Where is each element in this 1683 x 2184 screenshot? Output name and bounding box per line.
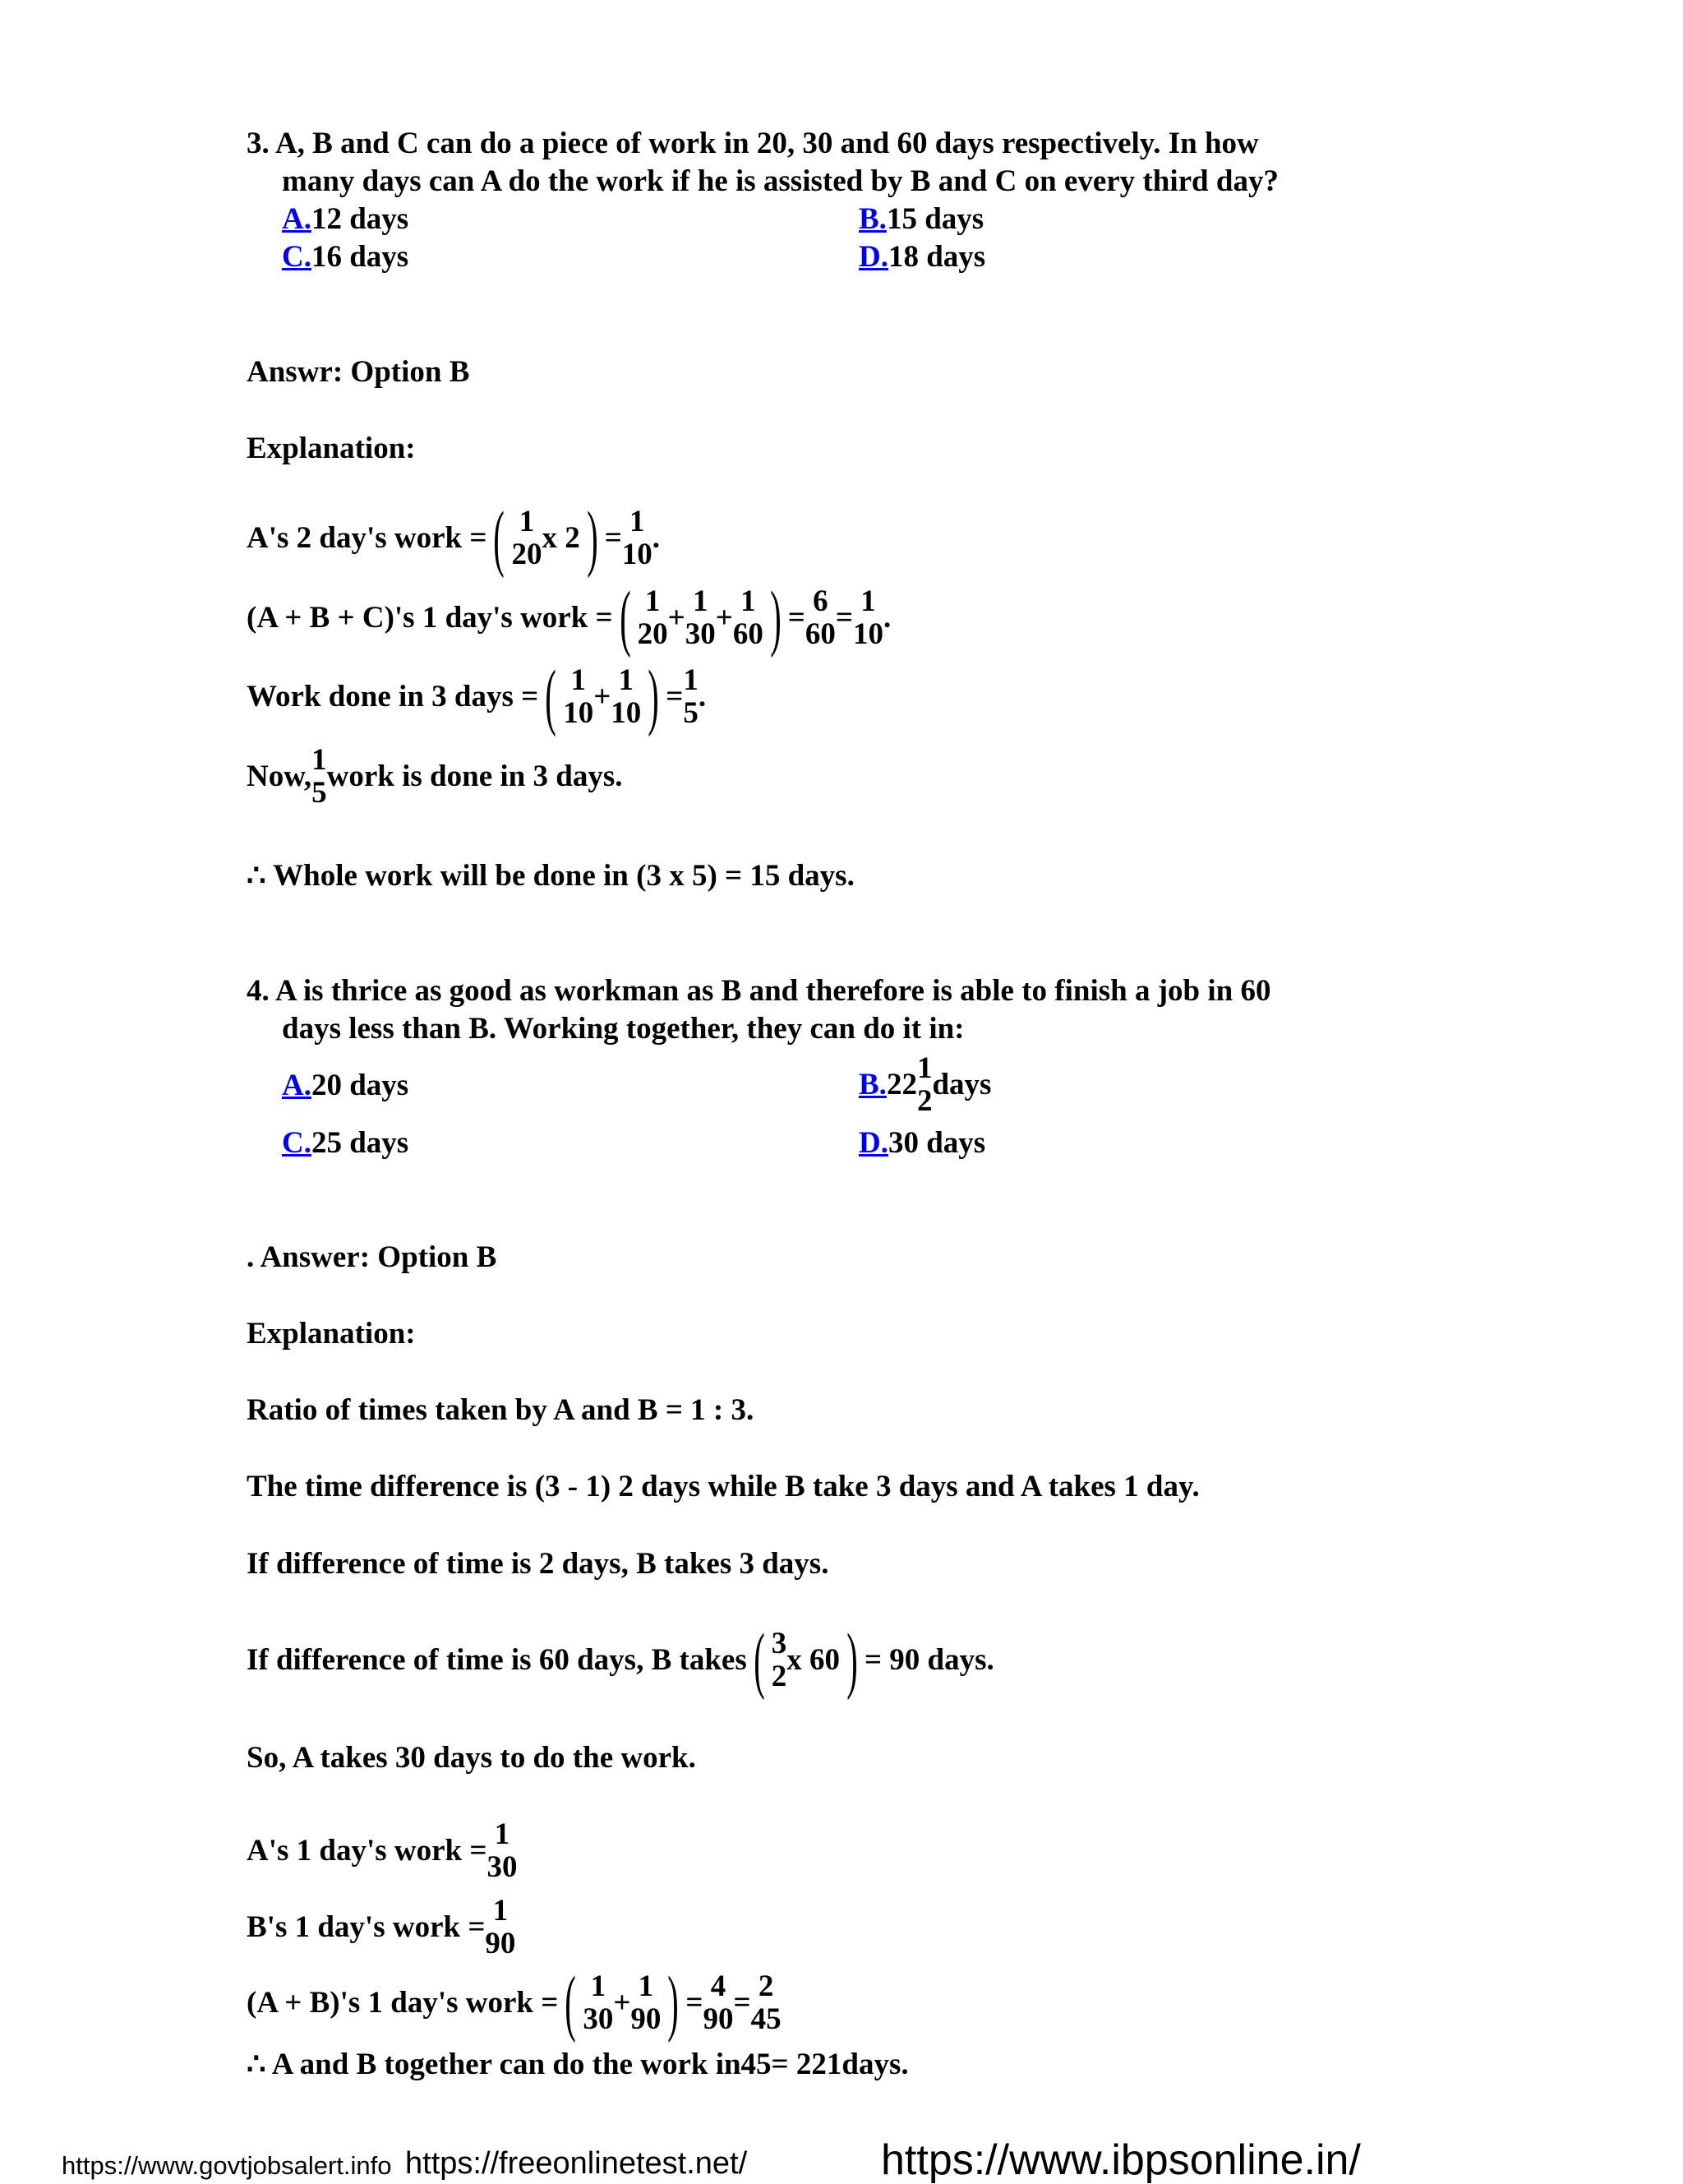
q4-option-d-text: 30 days — [888, 1126, 986, 1160]
fraction: 1 5 — [683, 663, 699, 730]
q3-text-line-1: 3. A, B and C can do a piece of work in 20, 30 and 60 days respectively. In how — [247, 127, 1259, 160]
footer-link-ibpsonline[interactable]: https://www.ibpsonline.in/ — [881, 2136, 1361, 2184]
footer-link-govtjobsalert[interactable]: https://www.govtjobsalert.info — [62, 2151, 392, 2180]
q4-option-d — [859, 1124, 985, 1162]
q4-time-difference: The time difference is (3 - 1) 2 days while B take 3 days and A takes 1 day. — [247, 1470, 1200, 1503]
q3-step-3-days: Work done in 3 days =( 1 10 + 1 10 ) = 1 5 . — [247, 656, 707, 737]
fraction: 1 10 — [621, 505, 652, 571]
q4-text-line-1: 4. A is thrice as good as workman as B and therefore is able to finish a job in 60 — [247, 974, 1271, 1008]
q4-option-a — [282, 1067, 408, 1105]
q4-text-line-2: days less than B. Working together, they can do it in: — [282, 1012, 965, 1046]
fraction: 1 2 — [916, 1051, 933, 1118]
q3-option-c-text: 16 days — [311, 240, 409, 274]
q3-text-line-2: many days can A do the work if he is assisted by B and C on every third day? — [282, 164, 1279, 198]
fraction: 6 60 — [805, 584, 836, 651]
fraction: 3 2 — [771, 1627, 787, 1693]
q4-option-d-link[interactable]: D. — [859, 1126, 888, 1160]
q3-option-a-text: 12 days — [311, 202, 409, 236]
fraction: 1 10 — [563, 663, 594, 730]
q4-difference-60-days: If difference of time is 60 days, B takes( 3 2 x 60) = 90 days. — [247, 1619, 994, 1701]
q3-option-b — [859, 201, 984, 238]
fraction: 1 20 — [637, 584, 668, 651]
fraction: 2 45 — [750, 1969, 782, 2036]
fraction: 1 10 — [852, 584, 883, 651]
q3-option-a — [282, 201, 408, 238]
q3-step-a-2-days: A's 2 day's work =( 1 20 x 2) = 1 10 . — [247, 497, 661, 579]
q3-option-d-text: 18 days — [888, 240, 986, 274]
q3-option-d-link[interactable]: D. — [859, 240, 888, 274]
q4-a-1-day-work: A's 1 day's work = 1 30 — [247, 1817, 518, 1884]
q4-option-c — [282, 1124, 408, 1162]
q3-option-b-link[interactable]: B. — [859, 202, 887, 236]
footer-link-freeonlinetest[interactable]: https://freeonlinetest.net/ — [405, 2146, 748, 2181]
q4-answer: . Answer: Option B — [247, 1240, 497, 1274]
fraction: 1 5 — [311, 743, 327, 810]
q4-option-b: B.22 1 2 days — [859, 1051, 992, 1118]
q4-difference-2-days: If difference of time is 2 days, B takes 3 days. — [247, 1547, 829, 1581]
q4-b-1-day-work: B's 1 day's work = 1 90 — [247, 1894, 516, 1960]
fraction: 1 90 — [485, 1894, 516, 1960]
fraction: 1 90 — [630, 1969, 662, 2036]
fraction: 1 10 — [611, 663, 642, 730]
q4-ab-1-day-work: (A + B)'s 1 day's work =( 1 30 + 1 90 ) = 4 90 = 2 45 — [247, 1962, 782, 2043]
q4-explanation-label: Explanation: — [247, 1317, 416, 1351]
q3-explanation-label: Explanation: — [247, 432, 416, 465]
q4-together: ∴ A and B together can do the work in45= 221days. — [247, 2048, 909, 2081]
q4-option-b-link[interactable]: B. — [859, 1068, 887, 1101]
q3-option-b-text: 15 days — [886, 202, 984, 236]
q4-option-c-text: 25 days — [311, 1126, 409, 1160]
fraction: 1 30 — [486, 1817, 518, 1884]
q3-conclusion: ∴ Whole work will be done in (3 x 5) = 15 days. — [247, 859, 855, 893]
q4-ratio: Ratio of times taken by A and B = 1 : 3. — [247, 1393, 754, 1427]
fraction: 1 20 — [511, 505, 542, 571]
q4-option-a-text: 20 days — [311, 1069, 409, 1102]
fraction: 1 30 — [685, 584, 716, 651]
q4-a-takes: So, A takes 30 days to do the work. — [247, 1741, 696, 1775]
q3-option-d — [859, 238, 985, 276]
q4-option-c-link[interactable]: C. — [282, 1126, 311, 1160]
q3-step-now: Now, 1 5 work is done in 3 days. — [247, 743, 623, 810]
q3-option-c — [282, 238, 408, 276]
q3-option-c-link[interactable]: C. — [282, 240, 311, 274]
q4-option-a-link[interactable]: A. — [282, 1069, 311, 1102]
fraction: 4 90 — [703, 1969, 734, 2036]
q3-answer: Answr: Option B — [247, 355, 470, 389]
q3-option-a-link[interactable]: A. — [282, 202, 311, 236]
q3-step-abc-1-day: (A + B + C)'s 1 day's work =( 1 20 + 1 30 + 1 60 ) = 6 60 = 1 10 . — [247, 577, 892, 658]
fraction: 1 30 — [583, 1969, 614, 2036]
fraction: 1 60 — [732, 584, 763, 651]
